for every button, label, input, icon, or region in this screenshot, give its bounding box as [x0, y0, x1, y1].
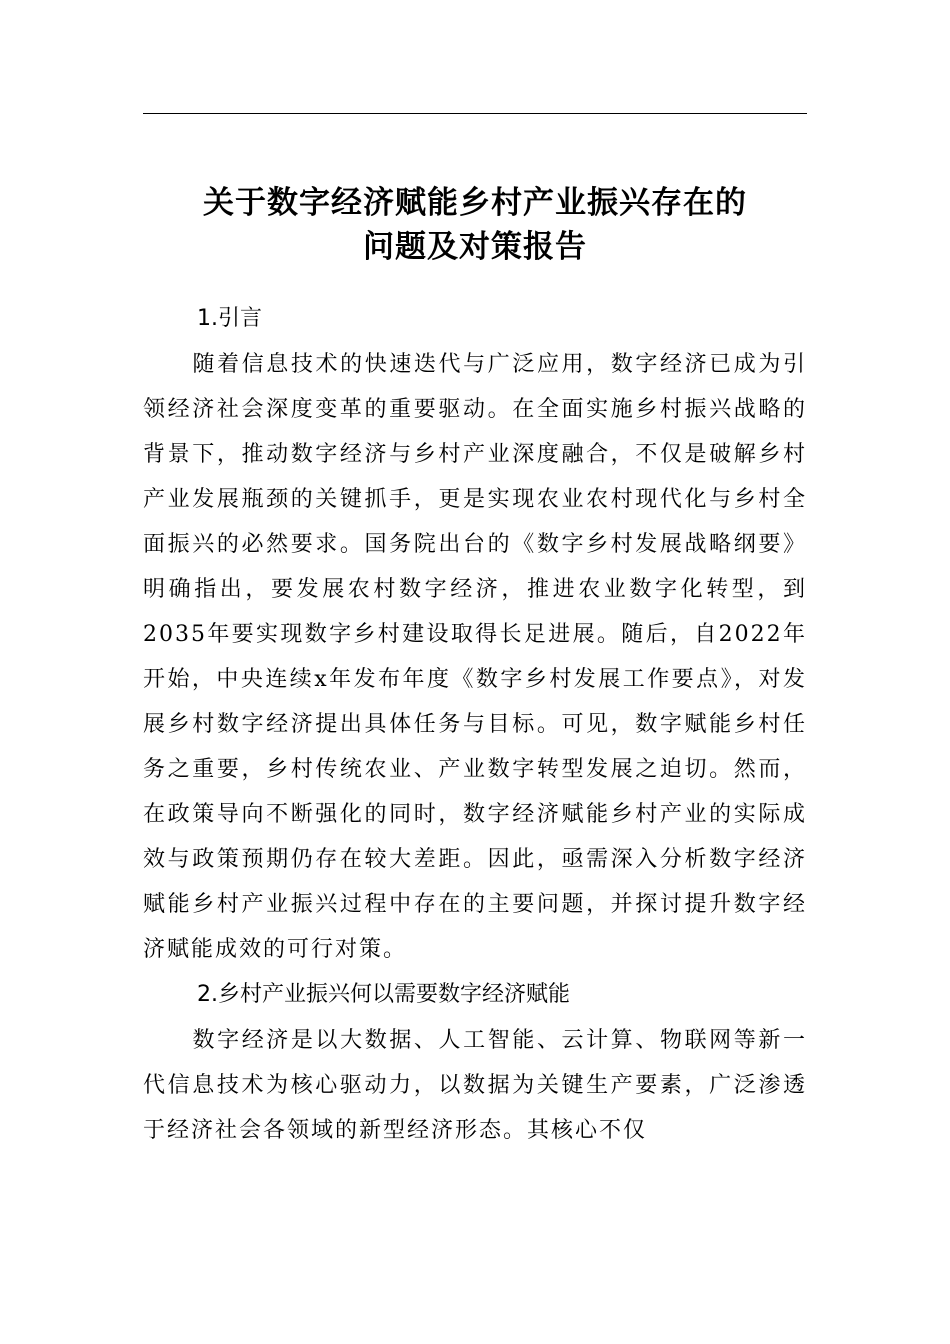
paragraph-why-digital-economy: 数字经济是以大数据、人工智能、云计算、物联网等新一代信息技术为核心驱动力，以数据为关键生产要素，广泛渗透于经济社会各领域的新型经济形态。其核心不仅 [143, 1028, 807, 1143]
document-title [143, 181, 807, 269]
section-heading-introduction: 1.引言 [197, 306, 262, 331]
title-line-2: 问题及对策报告 [363, 228, 587, 265]
document-body [143, 296, 807, 1153]
header-rule [143, 113, 807, 114]
section-heading-why-digital-economy: 2.乡村产业振兴何以需要数字经济赋能 [197, 982, 570, 1007]
paragraph-introduction: 随着信息技术的快速迭代与广泛应用，数字经济已成为引领经济社会深度变革的重要驱动。在全面实施乡村振兴战略的背景下，推动数字经济与乡村产业深度融合，不仅是破解乡村产业发展瓶颈的关键抓手，更是实现农业农村现代化与乡村全面振兴的必然要求。国务院出台的《数字乡村发展战略纲要》明确指出，要发展农村数字经济，推进农业数字化转型，到2035年要实现数字乡村建设取得长足进展。随后，自2022年开始，中央连续x年发布年度《数字乡村发展工作要点》，对发展乡村数字经济提出具体任务与目标。可见，数字赋能乡村任务之重要，乡村传统农业、产业数字转型发展之迫切。然而，在政策导向不断强化的同时，数字经济赋能乡村产业的实际成效与政策预期仍存在较大差距。因此，亟需深入分析数字经济赋能乡村产业振兴过程中存在的主要问题，并探讨提升数字经济赋能成效的可行对策。 [143, 352, 807, 962]
title-line-1: 关于数字经济赋能乡村产业振兴存在的 [203, 184, 747, 221]
